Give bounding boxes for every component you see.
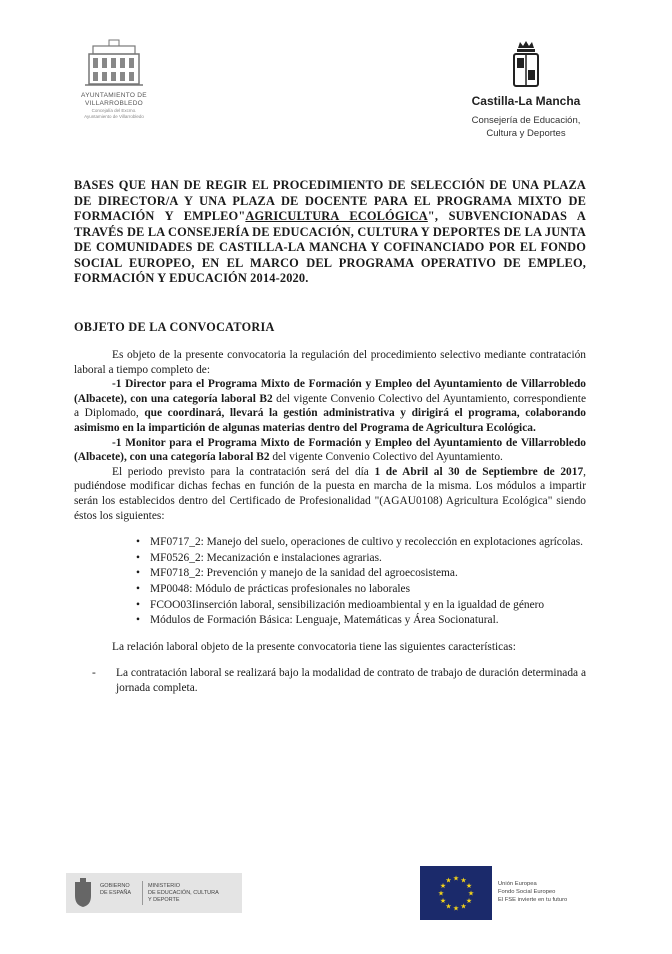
- list-item: • FCOO03Iinserción laboral, sensibilización medioambiental y en la igualdad de género: [136, 598, 586, 613]
- government-label: [100, 883, 140, 897]
- eu-stars-icon: [420, 866, 492, 920]
- eu-line-1: Unión Europea: [498, 881, 537, 887]
- brand-name: Castilla-La Mancha: [471, 94, 581, 108]
- villarrobledo-logo: [74, 38, 154, 120]
- eu-star: ★: [452, 874, 460, 883]
- eu-star: ★: [452, 904, 460, 913]
- section-heading: OBJETO DE LA CONVOCATORIA: [74, 320, 275, 334]
- director-duties: que coordinará, llevará la gestión administrativa y dirigirá el programa, colaborando asimismo en la impartición de algunas materias dentro del Programa de Agricultura Ecológica.: [74, 407, 587, 434]
- castilla-la-mancha-logo: [456, 40, 596, 140]
- eu-line-2: Fondo Social Europeo: [498, 889, 556, 895]
- intro-paragraph: Es objeto de la presente convocatoria la regulación del procedimiento selectivo mediante contratación laboral a tiempo completo de:: [74, 349, 586, 376]
- characteristics-list: [92, 666, 586, 695]
- logo-small-line-1: Concejalía del Excmo.: [91, 108, 137, 113]
- period-dates: 1 de Abril al 30 de Septiembre de 2017: [374, 465, 584, 478]
- monitor-heading: -1 Monitor para el Programa Mixto de Formación y Empleo del Ayuntamiento de Villarrobledo (Albacete), con una categoría laboral B2: [74, 436, 586, 464]
- period-text-2: , pudiéndose modificar dichas fechas en función de la puesta en marcha de la misma. Los módulos a impartir serán los establecidos dentro del Certificado de Profesionalidad "(AGAU0108) Agricultura Ecológica" siendo éstos los siguientes:: [74, 465, 586, 522]
- relation-paragraph: La relación laboral objeto de la presente convocatoria tiene las siguientes características:: [112, 640, 516, 653]
- ministry-label: [148, 883, 238, 904]
- document-body: [74, 348, 586, 695]
- ministry-line-1: MINISTERIO: [148, 883, 181, 889]
- director-heading: -1 Director para el Programa Mixto de Formación y Empleo del Ayuntamiento de Villarrobledo (Albacete), con una categoría laboral B2: [74, 378, 586, 405]
- ministry-line-2: DE EDUCACIÓN, CULTURA: [148, 890, 219, 896]
- title-program-name: AGRICULTURA ECOLÓGICA: [245, 209, 428, 223]
- list-item: • MF0717_2: Manejo del suelo, operaciones de cultivo y recolección en explotaciones agrícolas.: [136, 535, 586, 550]
- eu-flag-icon: [420, 866, 492, 920]
- european-union-logo: [420, 866, 600, 920]
- town-hall-icon: [83, 38, 145, 90]
- list-item: • MF0526_2: Mecanización e instalaciones agrarias.: [136, 551, 586, 566]
- director-text: del vigente Convenio Colectivo del Ayuntamiento, correspondiente a Diplomado,: [74, 392, 586, 420]
- government-line-2: DE ESPAÑA: [100, 890, 132, 896]
- crest-icon: [509, 40, 543, 90]
- monitor-paragraph: [74, 436, 586, 465]
- eu-line-3: El FSE invierte en tu futuro: [498, 897, 568, 903]
- eu-star: ★: [460, 902, 467, 911]
- logo-small-line-2: Ayuntamiento de Villarrobledo: [84, 114, 144, 119]
- list-item: • MP0048: Módulo de prácticas profesionales no laborales: [136, 582, 586, 597]
- document-title: [74, 178, 586, 287]
- eu-star: ★: [437, 889, 445, 898]
- list-item: • Módulos de Formación Básica: Lenguaje, Matemáticas y Área Socionatural.: [136, 613, 586, 628]
- period-paragraph: [74, 465, 586, 523]
- eu-star: ★: [460, 876, 467, 885]
- eu-star: ★: [465, 897, 473, 905]
- eu-star: ★: [467, 889, 475, 898]
- monitor-text: del vigente Convenio Colectivo del Ayuntamiento.: [269, 451, 503, 464]
- period-text-1: El periodo previsto para la contratación será del día: [112, 465, 375, 478]
- title-part-2: ", SUBVENCIONADAS A TRAVÉS DE LA CONSEJERÍA DE EDUCACIÓN, CULTURA Y DEPORTES DE LA JUNTA DE COMUNIDADES DE CASTILLA-LA MANCHA Y COFINANCIADO POR EL FONDO SOCIAL EUROPEO, EN EL MARCO DEL PROGRAMA OPERATIVO DE EMPLEO, FORMACIÓN Y EDUCACIÓN 2014-2020.: [74, 209, 586, 285]
- eu-star: ★: [439, 897, 447, 905]
- coat-of-arms-icon: [72, 878, 94, 908]
- title-part-1: BASES QUE HAN DE REGIR EL PROCEDIMIENTO DE SELECCIÓN DE UNA PLAZA DE DIRECTOR/A Y UNA PLAZA DE DOCENTE PARA EL PROGRAMA MIXTO DE FORMACIÓN Y EMPLEO": [74, 178, 586, 223]
- eu-star: ★: [445, 902, 452, 911]
- ministry-line-3: Y DEPORTE: [148, 897, 180, 903]
- eu-star: ★: [445, 876, 452, 885]
- list-item: - La contratación laboral se realizará bajo la modalidad de contrato de trabajo de duración determinada a jornada completa.: [92, 666, 586, 695]
- government-line-1: GOBIERNO: [100, 883, 130, 889]
- director-paragraph: [74, 377, 586, 435]
- town-name: AYUNTAMIENTO DE VILLARROBLEDO: [81, 92, 147, 107]
- department-line-1: Consejería de Educación,: [471, 115, 581, 126]
- eu-label: [498, 880, 608, 904]
- department-line-2: Cultura y Deportes: [486, 128, 566, 139]
- divider: [142, 881, 143, 905]
- eu-star: ★: [439, 882, 447, 890]
- spain-government-logo: [66, 873, 242, 913]
- eu-star: ★: [465, 882, 473, 890]
- modules-list: [136, 535, 586, 628]
- list-item: • MF0718_2: Prevención y manejo de la sanidad del agroecosistema.: [136, 566, 586, 581]
